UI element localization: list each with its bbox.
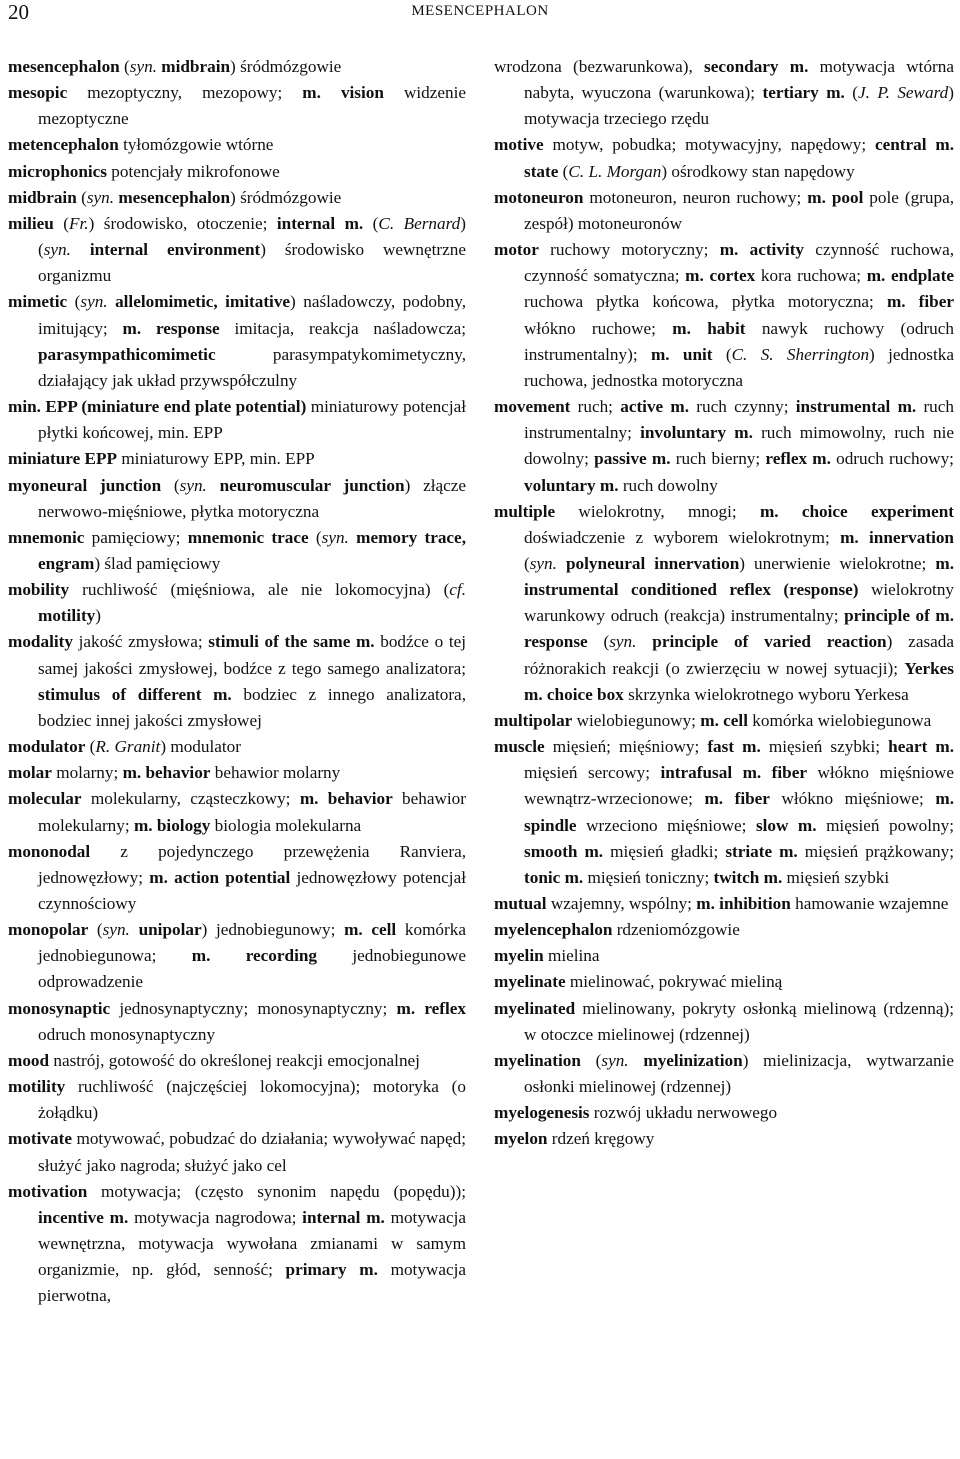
page-header: [0, 0, 960, 40]
dictionary-entry: mood nastrój, gotowość do określonej reakcji emocjonalnej: [8, 1050, 420, 1070]
dictionary-entry: metencephalon tyłomózgowie wtórne: [8, 135, 274, 155]
dictionary-entry: monosynaptic jednosynaptyczny; monosynaptyczny; m. reflex odruch monosynaptyczny: [8, 998, 466, 1044]
dictionary-entry: multipolar wielobiegunowy; m. cell komórka wielobiegunowa: [494, 710, 932, 730]
dictionary-entry: min. EPP (miniature end plate potential) miniaturowy potencjał płytki końcowej, min. EPP: [8, 397, 466, 443]
dictionary-entry: midbrain (syn. mesencephalon) śródmózgowie: [8, 187, 342, 207]
dictionary-entry: molecular molekularny, cząsteczkowy; m. behavior behawior molekularny; m. biology biologia molekularna: [8, 789, 466, 835]
dictionary-entry: monopolar (syn. unipolar) jednobiegunowy; m. cell komórka jednobiegunowa; m. recording jednobiegunowe odprowadzenie: [8, 920, 466, 992]
dictionary-entry: modulator (R. Granit) modulator: [8, 737, 241, 757]
dictionary-entry: movement ruch; active m. ruch czynny; instrumental m. ruch instrumentalny; involuntary m. ruch mimowolny, ruch nie dowolny; passive m. ruch bierny; reflex m. odruch ruchowy; voluntary m. ruch dowolny: [494, 397, 954, 495]
dictionary-entry: myelogenesis rozwój układu nerwowego: [494, 1103, 778, 1123]
dictionary-entry: mimetic (syn. allelomimetic, imitative) naśladowczy, podobny, imitujący; m. response imitacja, reakcja naśladowcza; parasympathicomimetic parasympatykomimetyczny, działający jak układ przywspółczulny: [8, 292, 466, 390]
left-column: [8, 54, 466, 1310]
dictionary-entry: myelination (syn. myelinization) mielinizacja, wytwarzanie osłonki mielinowej (rdzennej): [494, 1050, 954, 1097]
dictionary-entry: mutual wzajemny, wspólny; m. inhibition hamowanie wzajemne: [494, 894, 949, 913]
dictionary-entry: myelinated mielinowany, pokryty osłonką mielinową (rdzenną); w otoczce mielinowej (rdzennej): [494, 998, 954, 1044]
dictionary-entry: microphonics potencjały mikrofonowe: [8, 161, 280, 181]
dictionary-entry: motility ruchliwość (najczęściej lokomocyjna); motoryka (o żołądku): [8, 1077, 466, 1123]
dictionary-entry: myoneural junction (syn. neuromuscular junction) złącze nerwowo-mięśniowe, płytka motoryczna: [8, 475, 466, 521]
dictionary-entry: mononodal z pojedynczego przewężenia Ranviera, jednowęzłowy; m. action potential jednowęzłowy potencjał czynnościowy: [8, 841, 466, 913]
dictionary-entry: mobility ruchliwość (mięśniowa, ale nie lokomocyjna) (cf. motility): [8, 580, 466, 626]
dictionary-entry: motivate motywować, pobudzać do działania; wywoływać napęd; służyć jako nagroda; służyć jako cel: [8, 1129, 466, 1175]
dictionary-entry: motive motyw, pobudka; motywacyjny, napędowy; central m. state (C. L. Morgan) ośrodkowy stan napędowy: [494, 135, 954, 181]
dictionary-entry: myelin mielina: [494, 946, 600, 966]
dictionary-entry: mnemonic pamięciowy; mnemonic trace (syn. memory trace, engram) ślad pamięciowy: [8, 527, 466, 573]
dictionary-entry: myelinate mielinować, pokrywać mieliną: [494, 972, 783, 992]
dictionary-entry: mesencephalon (syn. midbrain) śródmózgowie: [8, 57, 342, 76]
dictionary-entry: myelon rdzeń kręgowy: [494, 1129, 655, 1149]
dictionary-entry: mesopic mezoptyczny, mezopowy; m. vision widzenie mezoptyczne: [8, 83, 467, 129]
dictionary-entry: miniature EPP miniaturowy EPP, min. EPP: [8, 449, 315, 469]
dictionary-entry: motor ruchowy motoryczny; m. activity czynność ruchowa, czynność somatyczna; m. cortex kora ruchowa; m. endplate ruchowa płytka końcowa, płytka motoryczna; m. fiber włókno ruchowe; m. habit nawyk ruchowy (odruch instrumentalny); m. unit (C. S. Sherrington) jednostka ruchowa, jednostka motoryczna: [494, 240, 955, 390]
dictionary-entry: multiple wielokrotny, mnogi; m. choice experiment doświadczenie z wyborem wielokrotnym; m. innervation (syn. polyneural innervation) unerwienie wielokrotne; m. instrumental conditioned reflex (response) wielokrotny warunkowy odruch (reakcja) instrumentalny; principle of m. response (syn. principle of varied reaction) zasada różnorakich reakcji (o zwierzęciu w nowej sytuacji); Yerkes m. choice box skrzynka wielokrotnego wyboru Yerkesa: [494, 501, 955, 704]
dictionary-entry: myelencephalon rdzeniomózgowie: [494, 920, 740, 940]
running-head: MESENCEPHALON: [411, 3, 549, 19]
dictionary-entry: modality jakość zmysłowa; stimuli of the same m. bodźce o tej samej jakości zmysłowej, bodźce z tego samego analizatora; stimulus of different m. bodziec z innego analizatora, bodziec innej jakości zmysłowej: [8, 632, 466, 730]
page-number: 20: [8, 0, 29, 24]
dictionary-entry: molar molarny; m. behavior behawior molarny: [8, 763, 341, 783]
dictionary-entry: motivation motywacja; (często synonim napędu (popędu)); incentive m. motywacja nagrodowa; internal m. motywacja wewnętrzna, motywacja wywołana zmianami w samym organizmie, np. głód, senność; primary m. motywacja pierwotna,: [8, 1181, 467, 1306]
dictionary-entry: motoneuron motoneuron, neuron ruchowy; m. pool pole (grupa, zespół) motoneuronów: [494, 187, 955, 233]
dictionary-entry: milieu (Fr.) środowisko, otoczenie; internal m. (C. Bernard) (syn. internal environment) środowisko wewnętrzne organizmu: [8, 213, 467, 286]
dictionary-entry: muscle mięsień; mięśniowy; fast m. mięsień szybki; heart m. mięsień sercowy; intrafusal m. fiber włókno mięśniowe wewnątrz-wrzecionowe; m. fiber włókno mięśniowe; m. spindle wrzeciono mięśniowe; slow m. mięsień powolny; smooth m. mięsień gładki; striate m. mięsień prążkowany; tonic m. mięsień toniczny; twitch m. mięsień szybki: [494, 737, 955, 887]
right-column: [494, 54, 954, 1153]
dictionary-entry: wrodzona (bezwarunkowa), secondary m. motywacja wtórna nabyta, wyuczona (warunkowa); tertiary m. (J. P. Seward) motywacja trzeciego rzędu: [494, 57, 954, 129]
